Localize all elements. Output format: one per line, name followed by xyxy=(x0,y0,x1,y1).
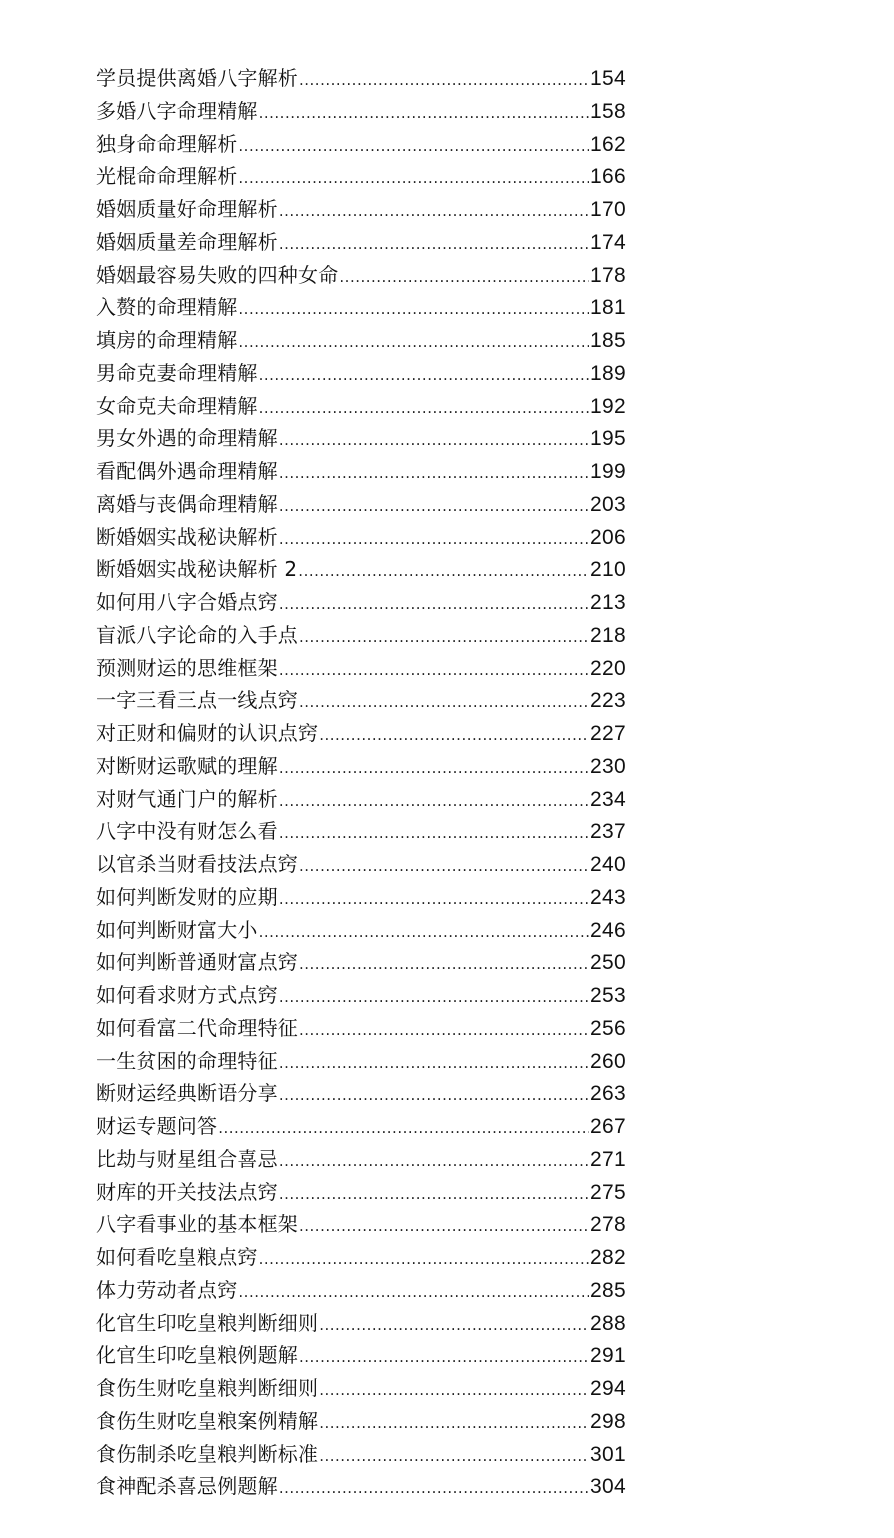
toc-entry-page-number: 246 xyxy=(590,918,626,942)
toc-entry xyxy=(96,160,626,193)
toc-entry-title: 婚姻最容易失败的四种女命 xyxy=(96,262,339,287)
toc-entry-page-number: 158 xyxy=(590,99,626,123)
toc-entry-title: 入赘的命理精解 xyxy=(96,295,238,320)
dot-leader xyxy=(279,883,589,916)
dot-leader xyxy=(279,523,589,556)
toc-entry xyxy=(96,979,626,1012)
dot-leader xyxy=(259,392,589,425)
toc-entry xyxy=(96,881,626,914)
toc-entry-title: 离婚与丧偶命理精解 xyxy=(96,491,278,516)
toc-entry-title: 如何判断发财的应期 xyxy=(96,884,278,909)
toc-entry-page-number: 220 xyxy=(590,656,626,680)
toc-entry-page-number: 185 xyxy=(590,329,626,352)
dot-leader xyxy=(339,261,589,294)
toc-entry xyxy=(96,1110,626,1143)
toc-entry xyxy=(96,128,626,161)
dot-leader xyxy=(279,1079,589,1112)
toc-entry-page-number: 298 xyxy=(590,1409,626,1433)
dot-leader xyxy=(238,1276,589,1309)
toc-entry-page-number: 240 xyxy=(590,853,626,876)
toc-entry-title: 独身命命理解析 xyxy=(96,131,238,156)
toc-entry-page-number: 250 xyxy=(590,951,626,975)
toc-entry-page-number: 210 xyxy=(590,558,626,582)
dot-leader xyxy=(299,686,589,719)
toc-entry-page-number: 203 xyxy=(590,492,626,516)
toc-entry xyxy=(96,848,626,881)
toc-entry xyxy=(96,95,626,128)
toc-entry xyxy=(96,488,626,521)
toc-entry xyxy=(96,1012,626,1045)
toc-entry xyxy=(96,684,626,717)
toc-entry-page-number: 304 xyxy=(590,1475,626,1499)
toc-entry-page-number: 230 xyxy=(590,754,626,778)
toc-entry-title: 断财运经典断语分享 xyxy=(96,1081,278,1106)
toc-entry-title: 对财气通门户的解析 xyxy=(96,786,278,811)
dot-leader xyxy=(298,555,589,588)
toc-entry-page-number: 174 xyxy=(590,230,626,254)
toc-entry-page-number: 282 xyxy=(590,1246,626,1269)
toc-entry-page-number: 170 xyxy=(590,198,626,221)
dot-leader xyxy=(279,490,589,523)
toc-entry-page-number: 189 xyxy=(590,361,626,385)
toc-entry xyxy=(96,1077,626,1110)
toc-entry-page-number: 206 xyxy=(590,525,626,549)
toc-entry-title: 对断财运歌赋的理解 xyxy=(96,753,278,778)
dot-leader xyxy=(299,621,589,654)
toc-entry-title: 如何判断普通财富点窍 xyxy=(96,950,298,975)
dot-leader xyxy=(259,1243,589,1276)
dot-leader xyxy=(319,1407,589,1440)
toc-entry xyxy=(96,291,626,324)
toc-entry-title: 断婚姻实战秘诀解析 xyxy=(96,524,278,549)
toc-entry-page-number: 227 xyxy=(590,722,626,745)
toc-entry xyxy=(96,1176,626,1209)
toc-entry-page-number: 213 xyxy=(590,591,626,614)
dot-leader xyxy=(279,654,589,687)
toc-entry-title: 学员提供离婚八字解析 xyxy=(96,66,298,90)
toc-entry-title: 男命克妻命理精解 xyxy=(96,360,258,385)
toc-entry-title: 财库的开关技法点窍 xyxy=(96,1179,278,1204)
toc-entry xyxy=(96,619,626,652)
toc-entry-title: 八字中没有财怎么看 xyxy=(96,819,278,844)
toc-entry xyxy=(96,1372,626,1405)
toc-entry-title: 如何看富二代命理特征 xyxy=(96,1015,298,1040)
toc-entry xyxy=(96,1045,626,1078)
toc-entry-title: 化官生印吃皇粮判断细则 xyxy=(96,1310,319,1335)
toc-entry-title: 食伤生财吃皇粮案例精解 xyxy=(96,1408,319,1433)
dot-leader xyxy=(279,457,589,490)
toc-entry-title: 体力劳动者点窍 xyxy=(96,1277,238,1302)
toc-entry-title: 一字三看三点一线点窍 xyxy=(96,688,298,713)
dot-leader xyxy=(299,1210,589,1243)
dot-leader xyxy=(279,785,589,818)
dot-leader xyxy=(299,64,589,97)
dot-leader xyxy=(279,981,589,1014)
toc-entry xyxy=(96,1438,626,1471)
dot-leader xyxy=(279,1472,589,1505)
toc-entry-title: 化官生印吃皇粮例题解 xyxy=(96,1343,298,1368)
toc-entry xyxy=(96,193,626,226)
toc-entry-page-number: 294 xyxy=(590,1377,626,1400)
toc-entry-title: 填房的命理精解 xyxy=(96,328,238,352)
dot-leader xyxy=(299,850,589,883)
toc-entry-page-number: 234 xyxy=(590,787,626,811)
toc-entry-page-number: 192 xyxy=(590,394,626,418)
toc-entry-page-number: 267 xyxy=(590,1115,626,1138)
dot-leader xyxy=(259,97,589,130)
toc-entry xyxy=(96,324,626,357)
toc-entry-page-number: 162 xyxy=(590,132,626,156)
toc-entry-page-number: 271 xyxy=(590,1147,626,1171)
dot-leader xyxy=(279,1047,589,1080)
toc-entry-page-number: 278 xyxy=(590,1213,626,1237)
dot-leader xyxy=(319,1309,589,1342)
dot-leader xyxy=(279,752,589,785)
toc-entry xyxy=(96,1307,626,1340)
dot-leader xyxy=(299,948,589,981)
toc-entry-title: 男女外遇的命理精解 xyxy=(96,426,278,451)
toc-entry xyxy=(96,914,626,947)
dot-leader xyxy=(238,162,589,195)
dot-leader xyxy=(299,1014,589,1047)
toc-entry-title: 如何判断财富大小 xyxy=(96,917,258,942)
dot-leader xyxy=(319,719,589,752)
toc-entry-title: 以官杀当财看技法点窍 xyxy=(96,852,298,876)
toc-entry-page-number: 181 xyxy=(590,296,626,320)
toc-entry xyxy=(96,750,626,783)
toc-entry-title: 女命克夫命理精解 xyxy=(96,393,258,418)
toc-entry xyxy=(96,1339,626,1372)
toc-entry-page-number: 195 xyxy=(590,427,626,451)
toc-entry xyxy=(96,455,626,488)
toc-entry-page-number: 291 xyxy=(590,1344,626,1368)
toc-entry-page-number: 301 xyxy=(590,1442,626,1466)
dot-leader xyxy=(319,1440,589,1473)
toc-entry-title: 多婚八字命理精解 xyxy=(96,98,258,123)
dot-leader xyxy=(279,1178,589,1211)
toc-entry-title: 光棍命命理解析 xyxy=(96,164,238,189)
dot-leader xyxy=(279,817,589,850)
toc-entry xyxy=(96,815,626,848)
toc-entry xyxy=(96,422,626,455)
table-of-contents xyxy=(96,62,626,1503)
dot-leader xyxy=(319,1374,589,1407)
dot-leader xyxy=(238,293,589,326)
toc-entry-page-number: 223 xyxy=(590,689,626,713)
toc-entry xyxy=(96,357,626,390)
toc-entry xyxy=(96,1274,626,1307)
dot-leader xyxy=(259,359,589,392)
toc-entry-title: 婚姻质量差命理解析 xyxy=(96,229,278,254)
toc-entry xyxy=(96,553,626,586)
toc-entry xyxy=(96,521,626,554)
toc-entry-page-number: 154 xyxy=(590,67,626,90)
toc-entry-page-number: 263 xyxy=(590,1082,626,1106)
toc-entry-title: 预测财运的思维框架 xyxy=(96,655,278,680)
toc-entry-page-number: 237 xyxy=(590,820,626,844)
dot-leader xyxy=(238,130,589,163)
toc-entry xyxy=(96,586,626,619)
toc-entry-page-number: 178 xyxy=(590,263,626,287)
toc-entry xyxy=(96,1241,626,1274)
toc-entry-title: 比劫与财星组合喜忌 xyxy=(96,1146,278,1171)
toc-entry-title: 看配偶外遇命理精解 xyxy=(96,459,278,483)
toc-entry-title: 食神配杀喜忌例题解 xyxy=(96,1474,278,1499)
dot-leader xyxy=(279,1145,589,1178)
toc-entry-title: 断婚姻实战秘诀解析 2 xyxy=(96,557,298,582)
toc-entry-title: 财运专题问答 xyxy=(96,1114,218,1138)
toc-entry xyxy=(96,1470,626,1503)
toc-entry-title: 婚姻质量好命理解析 xyxy=(96,197,278,221)
dot-leader xyxy=(279,424,589,457)
toc-entry xyxy=(96,652,626,685)
toc-entry-title: 如何用八字合婚点窍 xyxy=(96,590,278,614)
toc-entry xyxy=(96,226,626,259)
toc-entry-page-number: 253 xyxy=(590,984,626,1007)
dot-leader xyxy=(279,588,589,621)
toc-entry-page-number: 256 xyxy=(590,1016,626,1040)
toc-entry xyxy=(96,1208,626,1241)
toc-entry-title: 如何看吃皇粮点窍 xyxy=(96,1245,258,1269)
dot-leader xyxy=(218,1112,589,1145)
toc-entry-title: 一生贫困的命理特征 xyxy=(96,1048,278,1073)
toc-entry xyxy=(96,259,626,292)
toc-entry xyxy=(96,717,626,750)
toc-entry-title: 盲派八字论命的入手点 xyxy=(96,622,298,647)
toc-entry-page-number: 285 xyxy=(590,1278,626,1302)
toc-entry-title: 如何看求财方式点窍 xyxy=(96,983,278,1007)
toc-entry-title: 对正财和偏财的认识点窍 xyxy=(96,721,319,745)
toc-entry-title: 食伤制杀吃皇粮判断标准 xyxy=(96,1441,319,1466)
toc-entry xyxy=(96,62,626,95)
toc-entry-page-number: 275 xyxy=(590,1180,626,1204)
dot-leader xyxy=(299,1341,589,1374)
toc-entry-page-number: 218 xyxy=(590,623,626,647)
toc-entry xyxy=(96,946,626,979)
dot-leader xyxy=(259,916,589,949)
toc-entry-page-number: 260 xyxy=(590,1049,626,1073)
dot-leader xyxy=(279,228,589,261)
dot-leader xyxy=(238,326,589,359)
dot-leader xyxy=(279,195,589,228)
toc-entry xyxy=(96,1405,626,1438)
toc-entry xyxy=(96,783,626,816)
toc-entry-page-number: 288 xyxy=(590,1311,626,1335)
toc-entry xyxy=(96,390,626,423)
toc-entry xyxy=(96,1143,626,1176)
toc-entry-title: 食伤生财吃皇粮判断细则 xyxy=(96,1376,319,1400)
toc-entry-page-number: 243 xyxy=(590,885,626,909)
toc-entry-page-number: 166 xyxy=(590,165,626,189)
toc-entry-title: 八字看事业的基本框架 xyxy=(96,1212,298,1237)
toc-entry-page-number: 199 xyxy=(590,460,626,483)
